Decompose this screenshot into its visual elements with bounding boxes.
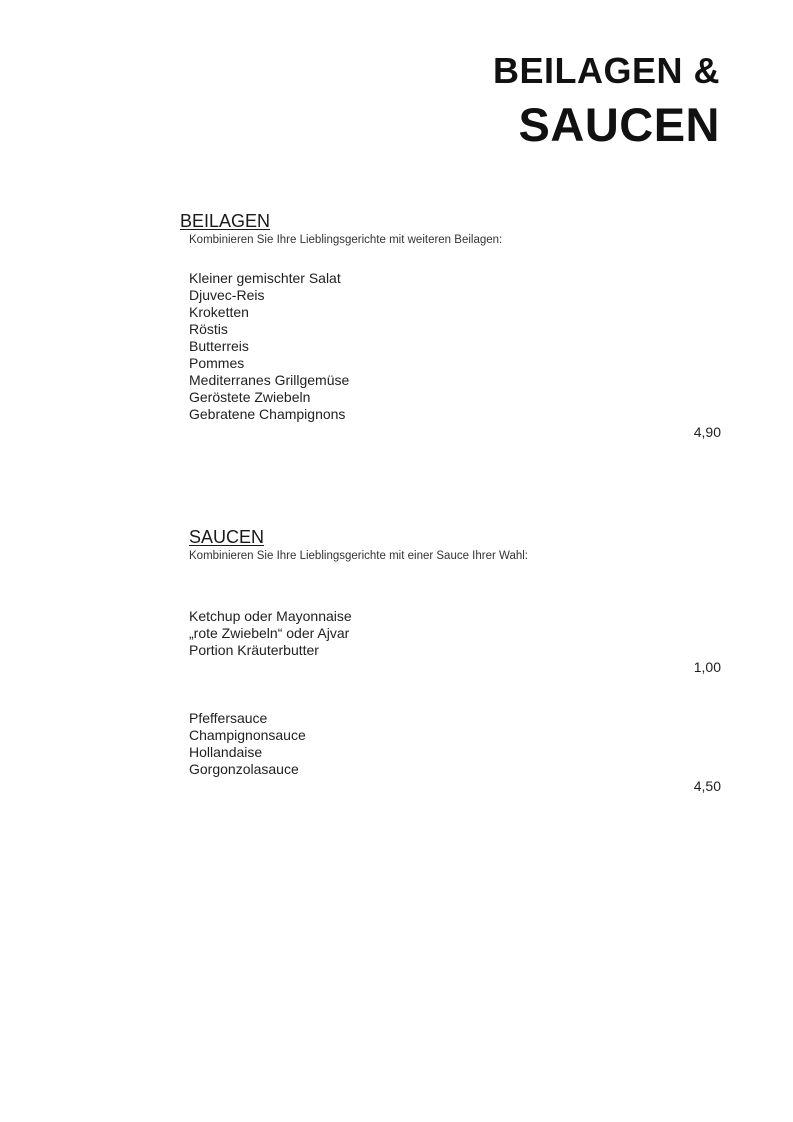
list-item: „rote Zwiebeln“ oder Ajvar (189, 625, 350, 641)
list-item: Hollandaise (189, 744, 263, 760)
list-item: Djuvec-Reis (189, 287, 265, 303)
beilagen-price: 4,90 (693, 424, 721, 440)
list-item: Ketchup oder Mayonnaise (189, 608, 352, 624)
beilagen-subtitle: Kombinieren Sie Ihre Lieblingsgerichte mit weiteren Beilagen: (189, 234, 503, 246)
list-item: Portion Kräuterbutter (189, 642, 319, 658)
list-item: Kleiner gemischter Salat (189, 270, 341, 286)
list-item: Champignonsauce (189, 727, 306, 743)
saucen-heading: SAUCEN (189, 527, 265, 547)
list-item: Gorgonzolasauce (189, 761, 299, 777)
list-item: Pfeffersauce (189, 710, 268, 726)
list-item: Röstis (189, 321, 228, 337)
list-item: Mediterranes Grillgemüse (189, 372, 350, 388)
saucen-group1-price: 1,00 (693, 659, 721, 675)
page-title-line2: SAUCEN (518, 98, 720, 151)
beilagen-heading: BEILAGEN (180, 211, 271, 231)
beilagen-item-list (189, 270, 349, 423)
saucen-group2-price: 4,50 (693, 778, 721, 794)
page-title-line1: BEILAGEN & (492, 50, 720, 91)
list-item: Gebratene Champignons (189, 406, 346, 422)
saucen-group2-list (189, 710, 306, 778)
saucen-subtitle: Kombinieren Sie Ihre Lieblingsgerichte mit einer Sauce Ihrer Wahl: (189, 550, 528, 562)
list-item: Pommes (189, 355, 245, 371)
list-item: Kroketten (189, 304, 249, 320)
saucen-group1-list (189, 608, 352, 659)
list-item: Geröstete Zwiebeln (189, 389, 311, 405)
list-item: Butterreis (189, 338, 249, 354)
